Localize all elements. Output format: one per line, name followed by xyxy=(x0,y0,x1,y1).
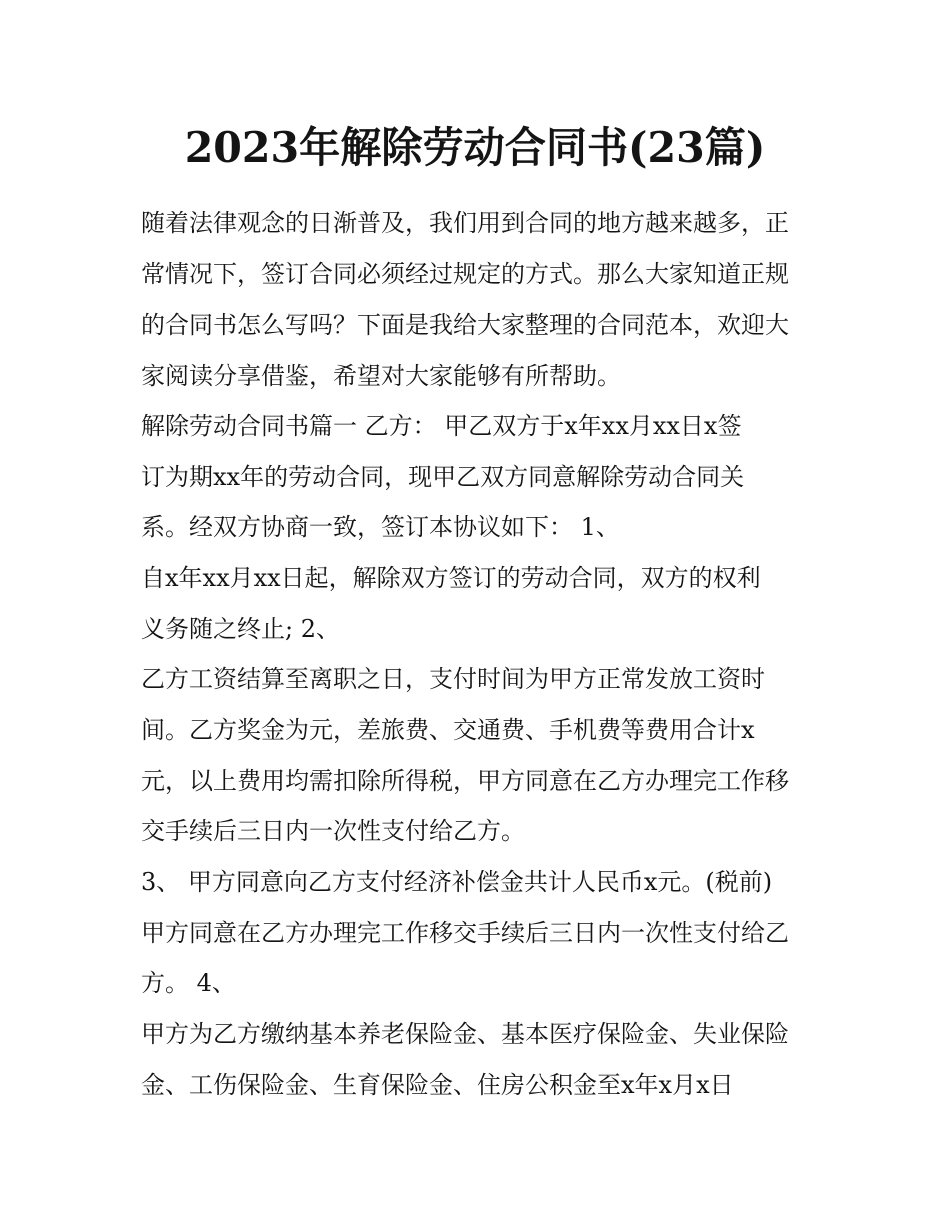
paragraph-line: 系。经双方协商一致，签订本协议如下： 1、 xyxy=(141,513,620,541)
paragraph-line: 随着法律观念的日渐普及，我们用到合同的地方越来越多，正 xyxy=(141,209,789,237)
paragraph-line: 常情况下，签订合同必须经过规定的方式。那么大家知道正规 xyxy=(141,260,789,288)
paragraph-line: 甲方为乙方缴纳基本养老保险金、基本医疗保险金、失业保险 xyxy=(141,1020,789,1048)
document-title: 2023年解除劳动合同书(23篇) xyxy=(184,123,766,172)
paragraph-line: 的合同书怎么写吗？下面是我给大家整理的合同范本，欢迎大 xyxy=(141,311,789,339)
paragraph-line: 自x年xx月xx日起，解除双方签订的劳动合同，双方的权利 xyxy=(141,564,761,592)
paragraph-line: 间。乙方奖金为元，差旅费、交通费、手机费等费用合计x xyxy=(141,716,755,744)
paragraph-line: 交手续后三日内一次性支付给乙方。 xyxy=(141,817,525,845)
paragraph-line: 甲方同意在乙方办理完工作移交手续后三日内一次性支付给乙 xyxy=(141,919,789,947)
paragraph-line: 义务随之终止; 2、 xyxy=(141,615,340,643)
paragraph-line: 乙方工资结算至离职之日，支付时间为甲方正常发放工资时 xyxy=(141,665,765,693)
paragraph-line: 订为期xx年的劳动合同，现甲乙双方同意解除劳动合同关 xyxy=(141,463,745,491)
paragraph-line: 3、 甲方同意向乙方支付经济补偿金共计人民币x元。(税前) xyxy=(141,868,773,896)
paragraph-line: 元，以上费用均需扣除所得税，甲方同意在乙方办理完工作移 xyxy=(141,767,789,795)
paragraph-line: 金、工伤保险金、生育保险金、住房公积金至x年x月x日 xyxy=(141,1071,734,1099)
paragraph-line: 家阅读分享借鉴，希望对大家能够有所帮助。 xyxy=(141,362,621,390)
paragraph-line: 解除劳动合同书篇一 乙方： 甲乙双方于x年xx月xx日x签 xyxy=(141,412,742,440)
paragraph-line: 方。 4、 xyxy=(141,969,236,997)
